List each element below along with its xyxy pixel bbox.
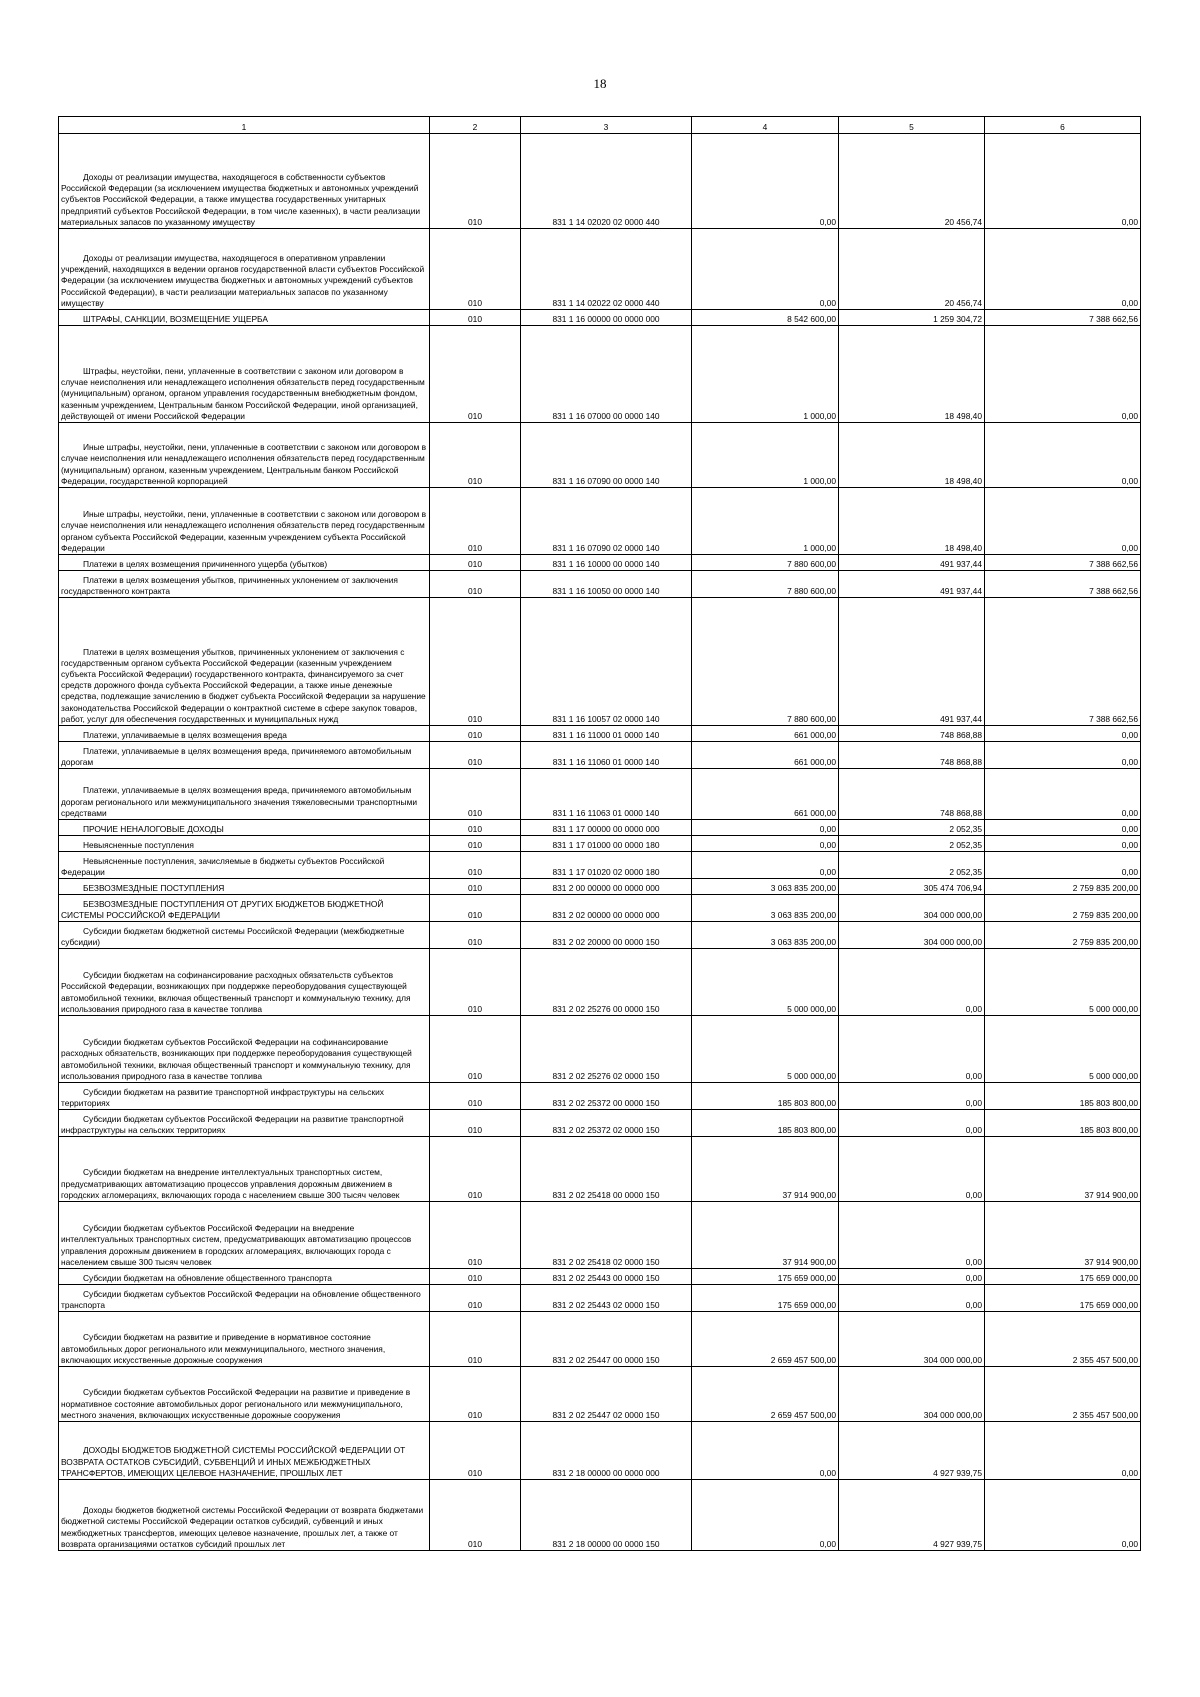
row-value-col6: 0,00 — [985, 820, 1141, 836]
row-value-col6: 0,00 — [985, 726, 1141, 742]
row-value-col5: 0,00 — [839, 949, 985, 1016]
row-budget-code: 831 2 02 25276 00 0000 150 — [521, 949, 692, 1016]
row-value-col4: 1 000,00 — [692, 423, 839, 488]
row-budget-code: 831 1 16 07090 00 0000 140 — [521, 423, 692, 488]
row-value-col4: 0,00 — [692, 820, 839, 836]
row-value-col5: 491 937,44 — [839, 598, 985, 726]
row-description-text: Платежи, уплачиваемые в целях возмещения вреда, причиняемого автомобильным дорогам регионального или межмуниципального значения тяжеловесными транспортными средствами — [61, 785, 418, 818]
row-budget-code: 831 2 02 00000 00 0000 000 — [521, 895, 692, 922]
table-row — [59, 949, 1141, 1016]
row-value-col6: 0,00 — [985, 1480, 1141, 1551]
row-value-col4: 0,00 — [692, 134, 839, 229]
row-value-col6: 0,00 — [985, 134, 1141, 229]
table-row — [59, 326, 1141, 423]
row-value-col4: 7 880 600,00 — [692, 555, 839, 571]
row-description — [59, 1202, 430, 1269]
row-value-col4: 185 803 800,00 — [692, 1083, 839, 1110]
table-row — [59, 1422, 1141, 1480]
row-line-code: 010 — [430, 1422, 521, 1480]
row-value-col5: 304 000 000,00 — [839, 1367, 985, 1422]
row-value-col5: 0,00 — [839, 1016, 985, 1083]
table-row — [59, 1016, 1141, 1083]
row-value-col6: 7 388 662,56 — [985, 598, 1141, 726]
row-value-col5: 18 498,40 — [839, 488, 985, 555]
row-description-text: Невыясненные поступления, зачисляемые в бюджеты субъектов Российской Федерации — [61, 855, 385, 877]
row-line-code: 010 — [430, 1312, 521, 1367]
row-value-col4: 37 914 900,00 — [692, 1137, 839, 1202]
row-description-text: Субсидии бюджетам субъектов Российской Федерации на развитие транспортной инфраструктуры на сельских территориях — [61, 1113, 404, 1135]
row-description-text: Субсидии бюджетам на софинансирование расходных обязательств субъектов Российской Федерации, возникающих при поддержке переоборудования существующей автомобильной техники, включая общественный транспорт и коммунальную технику, для использования природного газа в качестве топлива — [61, 970, 411, 1014]
row-budget-code: 831 1 16 10050 00 0000 140 — [521, 571, 692, 598]
row-description-text: БЕЗВОЗМЕЗДНЫЕ ПОСТУПЛЕНИЯ ОТ ДРУГИХ БЮДЖЕТОВ БЮДЖЕТНОЙ СИСТЕМЫ РОССИЙСКОЙ ФЕДЕРАЦИИ — [61, 898, 384, 920]
row-description — [59, 310, 430, 326]
row-value-col4: 661 000,00 — [692, 769, 839, 820]
row-line-code: 010 — [430, 1110, 521, 1137]
row-budget-code: 831 2 02 25447 02 0000 150 — [521, 1367, 692, 1422]
row-line-code: 010 — [430, 1137, 521, 1202]
row-budget-code: 831 2 02 25276 02 0000 150 — [521, 1016, 692, 1083]
table-row — [59, 742, 1141, 769]
row-line-code: 010 — [430, 326, 521, 423]
row-description — [59, 571, 430, 598]
row-description — [59, 326, 430, 423]
table-row — [59, 879, 1141, 895]
row-description-text: Иные штрафы, неустойки, пени, уплаченные в соответствии с законом или договором в случае неисполнения или ненадлежащего исполнения обязательств перед государственным органом субъекта Российской Федерации, казенным учреждением субъекта Российской Федерации — [61, 509, 427, 553]
column-header-2: 2 — [430, 117, 521, 134]
row-value-col5: 18 498,40 — [839, 326, 985, 423]
row-line-code: 010 — [430, 1016, 521, 1083]
table-row — [59, 1285, 1141, 1312]
column-header-3: 3 — [521, 117, 692, 134]
row-description-text: ШТРАФЫ, САНКЦИИ, ВОЗМЕЩЕНИЕ УЩЕРБА — [83, 313, 268, 324]
table-row — [59, 895, 1141, 922]
row-description-text: Субсидии бюджетам субъектов Российской Федерации на внедрение интеллектуальных транспортных систем, предусматривающих автоматизацию процессов управления дорожным движением в городских агломерациях, включающих города с населением свыше 300 тысяч человек — [61, 1223, 412, 1267]
row-value-col6: 185 803 800,00 — [985, 1083, 1141, 1110]
row-value-col6: 185 803 800,00 — [985, 1110, 1141, 1137]
table-row — [59, 852, 1141, 879]
row-budget-code: 831 1 17 01020 02 0000 180 — [521, 852, 692, 879]
row-value-col6: 0,00 — [985, 852, 1141, 879]
row-description-text: Доходы от реализации имущества, находящегося в собственности субъектов Российской Федерации (за исключением имущества бюджетных и автономных учреждений субъектов Российской Федерации, а также имущества государственных унитарных предприятий субъектов Российской Федерации, в том числе казенных), в части реализации материальных запасов по указанному имуществу — [61, 171, 421, 227]
page-number: 18 — [593, 76, 607, 91]
row-budget-code: 831 1 16 11063 01 0000 140 — [521, 769, 692, 820]
row-value-col4: 185 803 800,00 — [692, 1110, 839, 1137]
row-value-col6: 7 388 662,56 — [985, 310, 1141, 326]
row-value-col4: 661 000,00 — [692, 742, 839, 769]
row-value-col6: 2 355 457 500,00 — [985, 1367, 1141, 1422]
row-value-col6: 2 759 835 200,00 — [985, 879, 1141, 895]
row-line-code: 010 — [430, 229, 521, 310]
row-value-col5: 0,00 — [839, 1110, 985, 1137]
table-row — [59, 571, 1141, 598]
row-budget-code: 831 1 16 00000 00 0000 000 — [521, 310, 692, 326]
table-row — [59, 1137, 1141, 1202]
row-description — [59, 742, 430, 769]
row-budget-code: 831 2 02 25443 02 0000 150 — [521, 1285, 692, 1312]
row-line-code: 010 — [430, 1083, 521, 1110]
row-budget-code: 831 1 14 02020 02 0000 440 — [521, 134, 692, 229]
row-line-code: 010 — [430, 423, 521, 488]
row-value-col4: 2 659 457 500,00 — [692, 1367, 839, 1422]
table-row — [59, 229, 1141, 310]
row-description — [59, 1285, 430, 1312]
row-line-code: 010 — [430, 836, 521, 852]
row-description-text: Невыясненные поступления — [83, 839, 194, 850]
row-value-col5: 2 052,35 — [839, 852, 985, 879]
table-row — [59, 310, 1141, 326]
row-value-col4: 0,00 — [692, 229, 839, 310]
row-description-text: ДОХОДЫ БЮДЖЕТОВ БЮДЖЕТНОЙ СИСТЕМЫ РОССИЙСКОЙ ФЕДЕРАЦИИ ОТ ВОЗВРАТА ОСТАТКОВ СУБСИДИЙ, СУБВЕНЦИЙ И ИНЫХ МЕЖБЮДЖЕТНЫХ ТРАНСФЕРТОВ, ИМЕЮЩИХ ЦЕЛЕВОЕ НАЗНАЧЕНИЕ, ПРОШЛЫХ ЛЕТ — [61, 1445, 406, 1478]
row-line-code: 010 — [430, 1202, 521, 1269]
row-value-col5: 0,00 — [839, 1137, 985, 1202]
row-value-col5: 748 868,88 — [839, 742, 985, 769]
table-row — [59, 488, 1141, 555]
row-line-code: 010 — [430, 310, 521, 326]
row-line-code: 010 — [430, 726, 521, 742]
row-description — [59, 229, 430, 310]
table-row — [59, 820, 1141, 836]
row-value-col4: 1 000,00 — [692, 326, 839, 423]
row-budget-code: 831 2 02 25418 00 0000 150 — [521, 1137, 692, 1202]
row-budget-code: 831 1 16 11060 01 0000 140 — [521, 742, 692, 769]
revenue-table — [58, 116, 1141, 1551]
row-line-code: 010 — [430, 769, 521, 820]
table-row — [59, 555, 1141, 571]
row-value-col5: 2 052,35 — [839, 836, 985, 852]
row-description-text: Субсидии бюджетам на развитие и приведение в нормативное состояние автомобильных дорог регионального или межмуниципального, местного значения, включающих искусственные дорожные сооружения — [61, 1332, 386, 1365]
row-budget-code: 831 2 18 00000 00 0000 000 — [521, 1422, 692, 1480]
row-budget-code: 831 1 17 01000 00 0000 180 — [521, 836, 692, 852]
row-line-code: 010 — [430, 1285, 521, 1312]
row-line-code: 010 — [430, 949, 521, 1016]
row-line-code: 010 — [430, 820, 521, 836]
table-row — [59, 1367, 1141, 1422]
row-line-code: 010 — [430, 488, 521, 555]
row-description — [59, 1137, 430, 1202]
row-description-text: Субсидии бюджетам субъектов Российской Федерации на софинансирование расходных обязательств, возникающих при поддержке переоборудования существующей автомобильной техники, включая общественный транспорт и коммунальную технику, для использования природного газа в качестве топлива — [61, 1037, 412, 1081]
row-budget-code: 831 1 16 07090 02 0000 140 — [521, 488, 692, 555]
row-line-code: 010 — [430, 555, 521, 571]
row-line-code: 010 — [430, 134, 521, 229]
row-value-col6: 0,00 — [985, 423, 1141, 488]
row-description-text: Штрафы, неустойки, пени, уплаченные в соответствии с законом или договором в случае неисполнения или ненадлежащего исполнения обязательств перед государственным (муниципальным) органом, органом управления государственным внебюджетным фондом, казенным учреждением, Центральным банком Российской Федерации, иной организацией, действующей от имени Российской Федерации — [61, 365, 425, 421]
row-description-text: БЕЗВОЗМЕЗДНЫЕ ПОСТУПЛЕНИЯ — [83, 882, 225, 893]
row-value-col4: 175 659 000,00 — [692, 1269, 839, 1285]
row-budget-code: 831 1 14 02022 02 0000 440 — [521, 229, 692, 310]
row-value-col5: 4 927 939,75 — [839, 1422, 985, 1480]
row-value-col6: 5 000 000,00 — [985, 949, 1141, 1016]
row-budget-code: 831 2 02 25443 00 0000 150 — [521, 1269, 692, 1285]
row-value-col6: 37 914 900,00 — [985, 1137, 1141, 1202]
table-row — [59, 1202, 1141, 1269]
row-value-col5: 304 000 000,00 — [839, 895, 985, 922]
row-description-text: Субсидии бюджетам бюджетной системы Российской Федерации (межбюджетные субсидии) — [61, 925, 405, 947]
row-value-col4: 8 542 600,00 — [692, 310, 839, 326]
row-description — [59, 598, 430, 726]
row-value-col5: 748 868,88 — [839, 769, 985, 820]
row-value-col5: 0,00 — [839, 1202, 985, 1269]
row-value-col4: 7 880 600,00 — [692, 598, 839, 726]
row-description — [59, 488, 430, 555]
column-header-4: 4 — [692, 117, 839, 134]
row-description — [59, 895, 430, 922]
row-description — [59, 852, 430, 879]
row-value-col5: 304 000 000,00 — [839, 1312, 985, 1367]
row-description — [59, 423, 430, 488]
row-value-col4: 0,00 — [692, 1422, 839, 1480]
row-line-code: 010 — [430, 598, 521, 726]
row-value-col6: 0,00 — [985, 1422, 1141, 1480]
row-budget-code: 831 1 16 10057 02 0000 140 — [521, 598, 692, 726]
table-row — [59, 1110, 1141, 1137]
row-description-text: Субсидии бюджетам субъектов Российской Федерации на обновление общественного транспорта — [61, 1288, 421, 1310]
row-description-text: Платежи, уплачиваемые в целях возмещения вреда — [83, 729, 287, 740]
row-value-col6: 5 000 000,00 — [985, 1016, 1141, 1083]
row-description — [59, 1083, 430, 1110]
row-value-col5: 491 937,44 — [839, 571, 985, 598]
column-header-6: 6 — [985, 117, 1141, 134]
table-row — [59, 769, 1141, 820]
row-description-text: Доходы бюджетов бюджетной системы Российской Федерации от возврата бюджетами бюджетной системы Российской Федерации остатков субсидий, субвенций и иных межбюджетных трансфертов, имеющих целевое назначение, прошлых лет, а также от возврата организациями остатков субсидий прошлых лет — [61, 1505, 424, 1549]
row-value-col4: 7 880 600,00 — [692, 571, 839, 598]
row-value-col4: 1 000,00 — [692, 488, 839, 555]
row-description-text: ПРОЧИЕ НЕНАЛОГОВЫЕ ДОХОДЫ — [83, 823, 224, 834]
row-line-code: 010 — [430, 1367, 521, 1422]
row-value-col4: 0,00 — [692, 852, 839, 879]
row-budget-code: 831 1 17 00000 00 0000 000 — [521, 820, 692, 836]
row-budget-code: 831 2 02 20000 00 0000 150 — [521, 922, 692, 949]
row-budget-code: 831 2 18 00000 00 0000 150 — [521, 1480, 692, 1551]
row-value-col6: 2 355 457 500,00 — [985, 1312, 1141, 1367]
row-value-col4: 175 659 000,00 — [692, 1285, 839, 1312]
row-line-code: 010 — [430, 742, 521, 769]
row-line-code: 010 — [430, 1480, 521, 1551]
row-value-col6: 0,00 — [985, 229, 1141, 310]
row-description-text: Иные штрафы, неустойки, пени, уплаченные в соответствии с законом или договором в случае неисполнения или ненадлежащего исполнения обязательств перед государственным (муниципальным) органом, казенным учреждением, Центральным банком Российской Федерации, государственной корпорацией — [61, 442, 427, 486]
row-description-text: Субсидии бюджетам субъектов Российской Федерации на развитие и приведение в нормативное состояние автомобильных дорог регионального или межмуниципального, местного значения, включающих искусственные дорожные сооружения — [61, 1387, 411, 1420]
row-value-col5: 4 927 939,75 — [839, 1480, 985, 1551]
row-description-text: Субсидии бюджетам на внедрение интеллектуальных транспортных систем, предусматривающих автоматизацию процессов управления дорожным движением в городских агломерациях, включающих города с населением свыше 300 тысяч человек — [61, 1167, 400, 1200]
row-value-col5: 20 456,74 — [839, 134, 985, 229]
row-budget-code: 831 2 02 25372 02 0000 150 — [521, 1110, 692, 1137]
row-value-col4: 3 063 835 200,00 — [692, 879, 839, 895]
row-description — [59, 1312, 430, 1367]
row-description — [59, 949, 430, 1016]
row-description-text: Платежи в целях возмещения убытков, причиненных уклонением от заключения с государственным органом субъекта Российской Федерации (казенным учреждением субъекта Российской Федерации) государственного контракта, финансируемого за счет средств дорожного фонда субъекта Российской Федерации, а также иные денежные средства, подлежащие зачислению в бюджет субъекта Российской Федерации за нарушение законодательства Российской Федерации о контрактной системе в сфере закупок товаров, работ, услуг для обеспечения государственных и муниципальных нужд — [61, 646, 426, 724]
row-value-col6: 37 914 900,00 — [985, 1202, 1141, 1269]
table-row — [59, 1269, 1141, 1285]
row-description — [59, 726, 430, 742]
row-description-text: Доходы от реализации имущества, находящегося в оперативном управлении учреждений, находящихся в ведении органов государственной власти субъектов Российской Федерации (за исключением имущества бюджетных и автономных учреждений субъектов Российской Федерации), в части реализации материальных запасов по указанному имуществу — [61, 252, 425, 308]
row-value-col4: 3 063 835 200,00 — [692, 922, 839, 949]
row-description-text: Субсидии бюджетам на развитие транспортной инфраструктуры на сельских территориях — [61, 1086, 384, 1108]
row-value-col4: 2 659 457 500,00 — [692, 1312, 839, 1367]
row-value-col5: 0,00 — [839, 1285, 985, 1312]
row-value-col6: 0,00 — [985, 769, 1141, 820]
row-value-col5: 491 937,44 — [839, 555, 985, 571]
row-value-col5: 304 000 000,00 — [839, 922, 985, 949]
row-line-code: 010 — [430, 852, 521, 879]
row-description — [59, 879, 430, 895]
table-row — [59, 1480, 1141, 1551]
row-description — [59, 769, 430, 820]
row-line-code: 010 — [430, 571, 521, 598]
table-header-row — [59, 117, 1141, 134]
row-description-text: Платежи в целях возмещения причиненного ущерба (убытков) — [83, 558, 328, 569]
row-description — [59, 1422, 430, 1480]
row-description-text: Субсидии бюджетам на обновление общественного транспорта — [83, 1272, 332, 1283]
row-description — [59, 836, 430, 852]
row-value-col6: 2 759 835 200,00 — [985, 895, 1141, 922]
table-row — [59, 423, 1141, 488]
row-budget-code: 831 2 02 25418 02 0000 150 — [521, 1202, 692, 1269]
table-row — [59, 836, 1141, 852]
row-line-code: 010 — [430, 879, 521, 895]
row-value-col4: 5 000 000,00 — [692, 949, 839, 1016]
row-budget-code: 831 2 02 25372 00 0000 150 — [521, 1083, 692, 1110]
row-value-col5: 305 474 706,94 — [839, 879, 985, 895]
row-description — [59, 555, 430, 571]
row-value-col5: 2 052,35 — [839, 820, 985, 836]
table-row — [59, 134, 1141, 229]
row-budget-code: 831 1 16 07000 00 0000 140 — [521, 326, 692, 423]
row-description — [59, 1480, 430, 1551]
row-line-code: 010 — [430, 922, 521, 949]
table-row — [59, 1083, 1141, 1110]
row-value-col6: 7 388 662,56 — [985, 555, 1141, 571]
row-budget-code: 831 1 16 10000 00 0000 140 — [521, 555, 692, 571]
row-value-col6: 0,00 — [985, 326, 1141, 423]
row-description — [59, 134, 430, 229]
row-description — [59, 1367, 430, 1422]
row-description-text: Платежи в целях возмещения убытков, причиненных уклонением от заключения государственного контракта — [61, 574, 398, 596]
row-value-col6: 175 659 000,00 — [985, 1269, 1141, 1285]
row-value-col5: 20 456,74 — [839, 229, 985, 310]
row-value-col5: 1 259 304,72 — [839, 310, 985, 326]
row-value-col4: 0,00 — [692, 1480, 839, 1551]
row-value-col4: 3 063 835 200,00 — [692, 895, 839, 922]
row-line-code: 010 — [430, 1269, 521, 1285]
table-row — [59, 1312, 1141, 1367]
table-row — [59, 726, 1141, 742]
row-value-col5: 0,00 — [839, 1269, 985, 1285]
row-value-col6: 0,00 — [985, 742, 1141, 769]
row-value-col4: 5 000 000,00 — [692, 1016, 839, 1083]
row-value-col6: 175 659 000,00 — [985, 1285, 1141, 1312]
row-line-code: 010 — [430, 895, 521, 922]
row-description-text: Платежи, уплачиваемые в целях возмещения вреда, причиняемого автомобильным дорогам — [61, 745, 412, 767]
table-row — [59, 922, 1141, 949]
row-description — [59, 1269, 430, 1285]
row-value-col6: 2 759 835 200,00 — [985, 922, 1141, 949]
row-description — [59, 922, 430, 949]
column-header-5: 5 — [839, 117, 985, 134]
row-description — [59, 820, 430, 836]
row-budget-code: 831 2 00 00000 00 0000 000 — [521, 879, 692, 895]
row-value-col4: 661 000,00 — [692, 726, 839, 742]
row-value-col5: 18 498,40 — [839, 423, 985, 488]
row-value-col4: 0,00 — [692, 836, 839, 852]
row-budget-code: 831 2 02 25447 00 0000 150 — [521, 1312, 692, 1367]
row-value-col4: 37 914 900,00 — [692, 1202, 839, 1269]
row-value-col5: 748 868,88 — [839, 726, 985, 742]
row-value-col6: 0,00 — [985, 488, 1141, 555]
row-description — [59, 1016, 430, 1083]
row-description — [59, 1110, 430, 1137]
row-value-col5: 0,00 — [839, 1083, 985, 1110]
table-row — [59, 598, 1141, 726]
row-budget-code: 831 1 16 11000 01 0000 140 — [521, 726, 692, 742]
column-header-1: 1 — [59, 117, 430, 134]
row-value-col6: 7 388 662,56 — [985, 571, 1141, 598]
row-value-col6: 0,00 — [985, 836, 1141, 852]
